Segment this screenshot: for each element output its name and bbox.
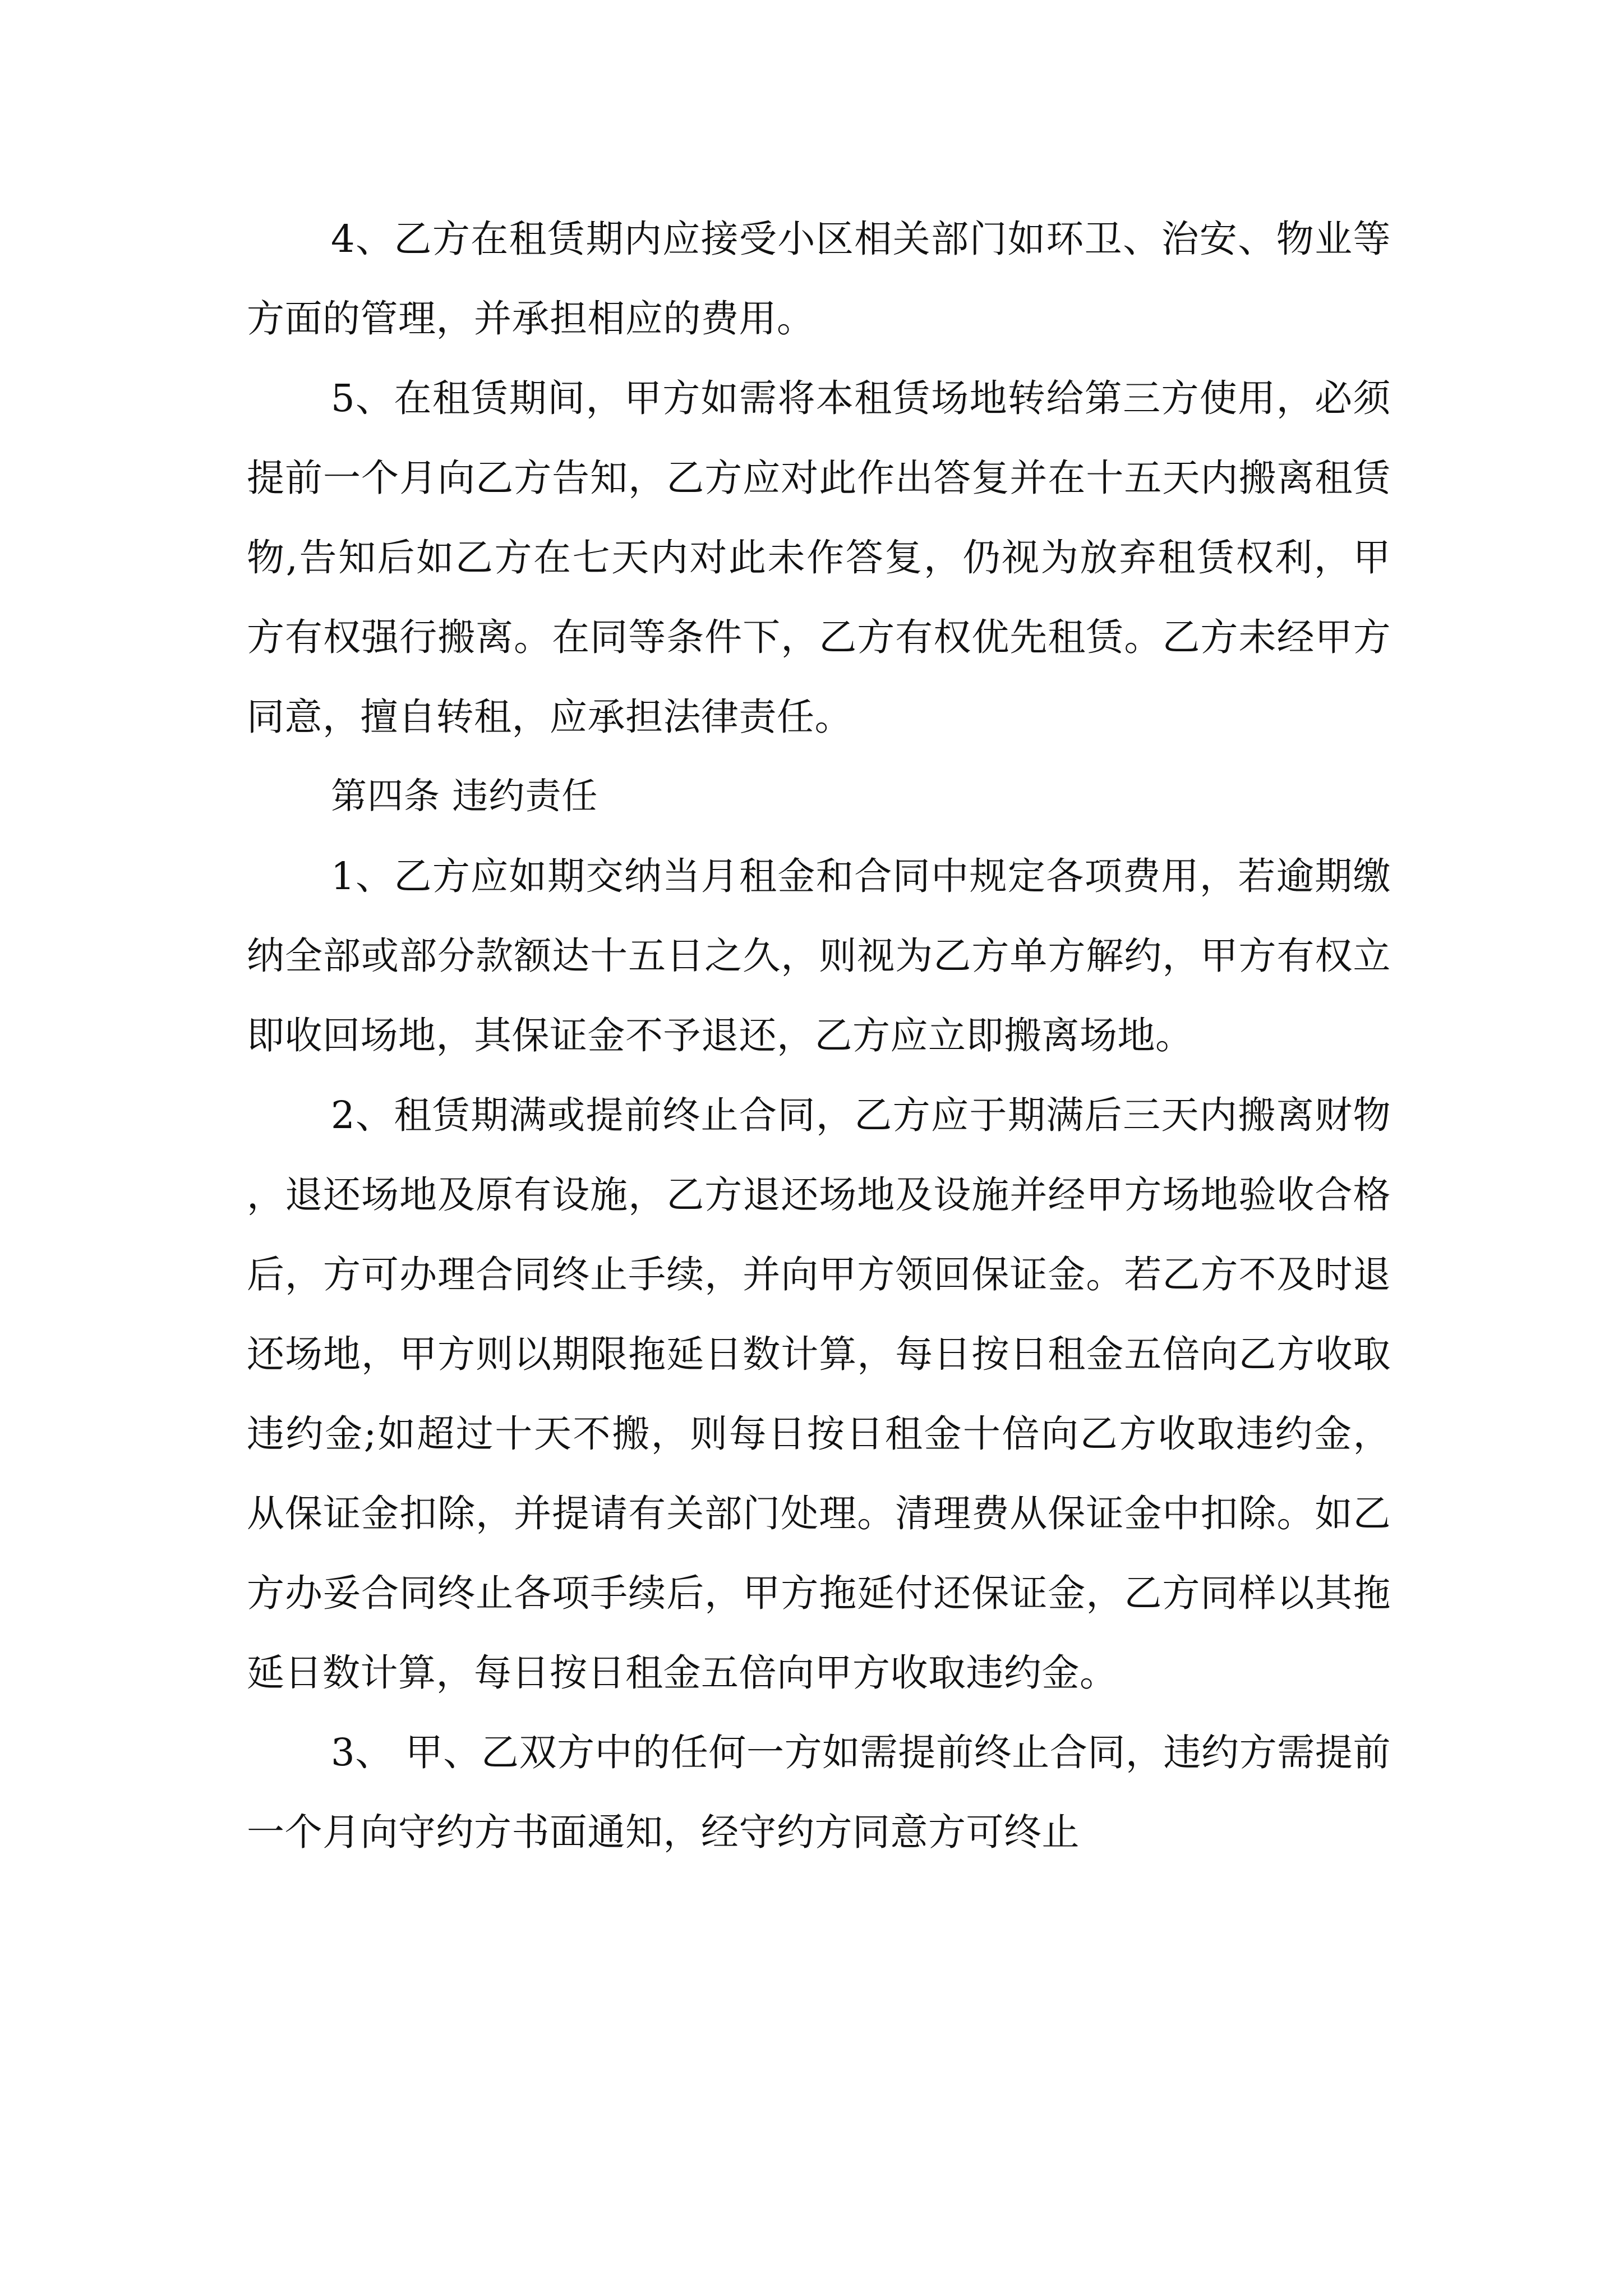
clause-3-item-5: 5、在租赁期间，甲方如需将本租赁场地转给第三方使用，必须提前一个月向乙方告知，乙方应对此作出答复并在十五天内搬离租赁物,告知后如乙方在七天内对此未作答复，仍视为放弃租赁权利，甲方有权强行搬离。在同等条件下，乙方有权优先租赁。乙方未经甲方同意，擅自转租，应承担法律责任。 [247,376,1391,739]
clause-3-item-4: 4、乙方在租赁期内应接受小区相关部门如环卫、治安、物业等方面的管理，并承担相应的费用。 [247,217,1391,341]
clause-4-item-3: 3、 甲、乙双方中的任何一方如需提前终止合同，违约方需提前一个月向守约方书面通知，经守约方同意方可终止 [247,1731,1391,1854]
clause-4-item-2: 2、租赁期满或提前终止合同，乙方应于期满后三天内搬离财物，退还场地及原有设施，乙方退还场地及设施并经甲方场地验收合格后，方可办理合同终止手续，并向甲方领回保证金。若乙方不及时退还场地，甲方则以期限拖延日数计算，每日按日租金五倍向乙方收取违约金;如超过十天不搬，则每日按日租金十倍向乙方收取违约金，从保证金扣除，并提请有关部门处理。清理费从保证金中扣除。如乙方办妥合同终止各项手续后，甲方拖延付还保证金，乙方同样以其拖延日数计算，每日按日租金五倍向甲方收取违约金。 [247,1093,1391,1695]
document-body [247,199,1391,1872]
section-heading-article-4: 第四条 违约责任 [331,776,598,817]
clause-4-item-1: 1、乙方应如期交纳当月租金和合同中规定各项费用，若逾期缴纳全部或部分款额达十五日之久，则视为乙方单方解约，甲方有权立即收回场地，其保证金不予退还，乙方应立即搬离场地。 [247,854,1391,1057]
